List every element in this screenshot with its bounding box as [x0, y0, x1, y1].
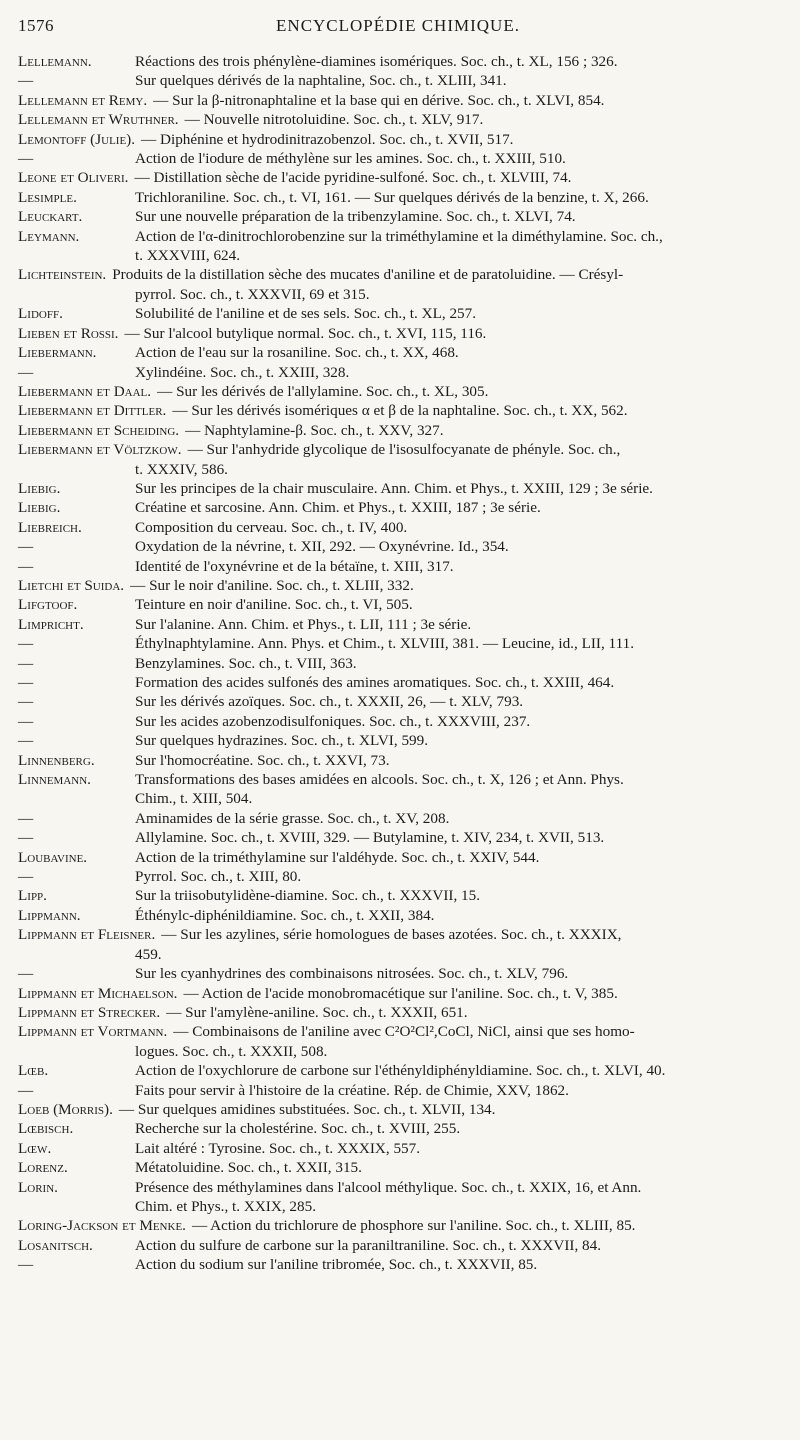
entry-line: Sur quelques hydrazines. Soc. ch., t. XLVI, 599.	[135, 732, 429, 750]
bibliography-entry	[18, 168, 778, 187]
entry-text	[135, 848, 778, 867]
bibliography-entry	[18, 1061, 778, 1080]
page-title: ENCYCLOPÉDIE CHIMIQUE.	[276, 16, 520, 35]
entry-line: — Diphénine et hydrodinitrazobenzol. Soc. ch., t. XVII, 517.	[141, 130, 514, 148]
entry-line: — Sur l'amylène-aniline. Soc. ch., t. XXXII, 651.	[166, 1003, 468, 1021]
entry-text	[135, 343, 778, 362]
bibliography-entry	[18, 673, 778, 692]
entry-author: Limpricht.	[18, 615, 84, 633]
entry-line: logues. Soc. ch., t. XXXII, 508.	[135, 1042, 328, 1060]
bibliography-entry	[18, 595, 778, 614]
entry-line: Sur les principes de la chair musculaire. Ann. Chim. et Phys., t. XXIII, 129 ; 3e série.	[135, 479, 653, 497]
entry-text	[135, 751, 778, 770]
entry-text	[135, 440, 778, 479]
bibliography-entry	[18, 343, 778, 362]
bibliography-entry	[18, 498, 778, 517]
bibliography-entry	[18, 770, 778, 809]
entry-text	[185, 421, 778, 440]
entry-author: —	[18, 363, 34, 381]
page-number: 1576	[18, 16, 54, 35]
entry-text	[183, 984, 778, 1003]
entry-author: Leymann.	[18, 227, 80, 245]
entry-line: Éthylnaphtylamine. Ann. Phys. et Chim., t. XLVIII, 381. — Leucine, id., LII, 111.	[135, 635, 635, 653]
entry-text	[135, 692, 778, 711]
entry-author: Loeb (Morris).	[18, 1100, 113, 1118]
entry-author: Linnemann.	[18, 771, 91, 789]
entry-text	[135, 1178, 778, 1217]
entry-author: Liebig.	[18, 499, 61, 517]
entry-text	[135, 1139, 778, 1158]
entry-line: — Sur l'alcool butylique normal. Soc. ch., t. XVI, 115, 116.	[124, 324, 487, 342]
entry-author: Lichteinstein.	[18, 266, 107, 284]
entry-line: Benzylamines. Soc. ch., t. VIII, 363.	[135, 654, 357, 672]
bibliography-entry	[18, 576, 778, 595]
entry-text	[135, 906, 778, 925]
entry-author: —	[18, 712, 34, 730]
entry-text	[112, 265, 778, 304]
entry-author: Liebermann.	[18, 344, 97, 362]
entry-text	[135, 1081, 778, 1100]
bibliography-entry	[18, 751, 778, 770]
entry-author: —	[18, 1081, 34, 1099]
entry-text	[135, 1022, 778, 1061]
entry-author: Lietchi et Suida.	[18, 576, 125, 594]
entry-text	[134, 168, 778, 187]
entry-line: t. XXXIV, 586.	[135, 460, 228, 478]
entry-line: Chim. et Phys., t. XXIX, 285.	[135, 1197, 316, 1215]
entry-text	[135, 595, 778, 614]
bibliography-entry	[18, 149, 778, 168]
bibliography-entry	[18, 1081, 778, 1100]
entry-author: —	[18, 674, 34, 691]
entry-line: — Sur quelques amidines substituées. Soc. ch., t. XLVII, 134.	[118, 1100, 496, 1118]
entry-line: Sur les acides azobenzodisulfoniques. Soc. ch., t. XXXVIII, 237.	[135, 712, 531, 730]
entry-text	[185, 110, 778, 129]
entry-text	[153, 91, 778, 110]
entry-text	[135, 770, 778, 809]
bibliography-entry	[18, 1003, 778, 1022]
entry-author: Lifgtoof.	[18, 596, 78, 614]
entry-text	[135, 654, 778, 673]
entry-text	[135, 1255, 778, 1274]
entry-line: Sur une nouvelle préparation de la tribenzylamine. Soc. ch., t. XLVI, 74.	[135, 208, 576, 226]
entry-text	[135, 304, 778, 323]
entry-text	[135, 1061, 778, 1080]
bibliography-entry	[18, 537, 778, 556]
entry-author: Lœw.	[18, 1139, 52, 1157]
entry-text	[135, 615, 778, 634]
bibliography-entry	[18, 401, 778, 420]
bibliography-entry	[18, 1100, 778, 1119]
entry-text	[135, 673, 778, 692]
entry-text	[135, 886, 778, 905]
page-header	[18, 16, 778, 42]
entry-line: Créatine et sarcosine. Ann. Chim. et Phys., t. XXIII, 187 ; 3e série.	[135, 499, 541, 517]
entry-author: Losanitsch.	[18, 1236, 93, 1254]
entry-line: Faits pour servir à l'histoire de la créatine. Rép. de Chimie, XXV, 1862.	[135, 1081, 569, 1099]
bibliography-entry	[18, 71, 778, 90]
entry-line: Recherche sur la cholestérine. Soc. ch., t. XVIII, 255.	[135, 1120, 461, 1138]
bibliography-entry	[18, 479, 778, 498]
entry-line: Action de l'α-dinitrochlorobenzine sur la triméthylamine et la diméthylamine. Soc. ch.,	[135, 227, 663, 245]
bibliography-entry	[18, 654, 778, 673]
bibliography-entry	[18, 925, 778, 964]
entry-text	[135, 227, 778, 266]
entry-line: Sur la triisobutylidène-diamine. Soc. ch., t. XXXVII, 15.	[135, 887, 481, 905]
entry-line: — Sur les azylines, série homologues de bases azotées. Soc. ch., t. XXXIX,	[161, 926, 622, 944]
entry-text	[135, 188, 778, 207]
entry-author: Liebermann et Völtzkow.	[18, 441, 182, 459]
entry-line: — Nouvelle nitrotoluidine. Soc. ch., t. XLV, 917.	[184, 111, 484, 129]
bibliography-entry	[18, 1158, 778, 1177]
entry-line: — Action du trichlorure de phosphore sur l'aniline. Soc. ch., t. XLIII, 85.	[191, 1217, 636, 1235]
bibliography-entry	[18, 848, 778, 867]
entry-line: — Naphtylamine-β. Soc. ch., t. XXV, 327.	[185, 421, 444, 439]
entry-text	[135, 809, 778, 828]
entry-text	[135, 518, 778, 537]
bibliography-entry	[18, 1022, 778, 1061]
entry-author: Leuckart.	[18, 208, 83, 226]
bibliography-entry	[18, 363, 778, 382]
entry-line: Sur quelques dérivés de la naphtaline, Soc. ch., t. XLIII, 341.	[135, 72, 507, 90]
entry-line: t. XXXVIII, 624.	[135, 247, 241, 265]
entry-text	[135, 498, 778, 517]
entry-line: — Sur les dérivés isomériques α et β de la naphtaline. Soc. ch., t. XX, 562.	[172, 402, 628, 420]
entry-author: —	[18, 693, 34, 711]
bibliography-entry	[18, 1216, 778, 1235]
bibliography-entry	[18, 557, 778, 576]
entry-author: —	[18, 654, 34, 672]
entry-text	[135, 712, 778, 731]
entry-line: Présence des méthylamines dans l'alcool méthylique. Soc. ch., t. XXIX, 16, et Ann.	[135, 1178, 642, 1196]
entry-line: Xylindéine. Soc. ch., t. XXIII, 328.	[135, 363, 350, 381]
entry-line: Aminamides de la série grasse. Soc. ch., t. XV, 208.	[135, 809, 450, 827]
entry-line: Chim., t. XIII, 504.	[135, 790, 253, 808]
entry-line: Sur les cyanhydrines des combinaisons nitrosées. Soc. ch., t. XLV, 796.	[135, 965, 569, 983]
entry-author: Lorin.	[18, 1178, 58, 1196]
entry-author: Lellemann et Wruthner.	[18, 111, 179, 129]
entry-line: Produits de la distillation sèche des mucates d'aniline et de paratoluidine. — Crésyl-	[112, 266, 624, 284]
entry-line: — Combinaisons de l'aniline avec C²O²Cl²,CoCl, NiCl, ainsi que ses homo-	[173, 1023, 635, 1041]
bibliography-entry	[18, 692, 778, 711]
entry-text	[119, 1100, 778, 1119]
bibliography-entry	[18, 207, 778, 226]
bibliography-entry	[18, 634, 778, 653]
bibliography-list	[18, 52, 778, 1275]
entry-author: Lippmann et Fleisner.	[18, 926, 156, 944]
entry-author: Lesimple.	[18, 188, 77, 206]
entry-line: — Action de l'acide monobromacétique sur l'aniline. Soc. ch., t. V, 385.	[183, 984, 618, 1002]
bibliography-entry	[18, 110, 778, 129]
entry-line: Action de l'eau sur la rosaniline. Soc. ch., t. XX, 468.	[135, 344, 459, 362]
entry-text	[172, 401, 778, 420]
entry-author: Loring-Jackson et Menke.	[18, 1217, 186, 1235]
entry-text	[124, 324, 778, 343]
bibliography-entry	[18, 382, 778, 401]
entry-author: Lippmann et Vortmann.	[18, 1023, 168, 1041]
entry-line: Formation des acides sulfonés des amines aromatiques. Soc. ch., t. XXIII, 464.	[135, 674, 615, 691]
bibliography-entry	[18, 130, 778, 149]
entry-text	[135, 1119, 778, 1138]
entry-line: Action de l'oxychlorure de carbone sur l'éthényldiphényldiamine. Soc. ch., t. XLVI, 40.	[135, 1062, 666, 1080]
bibliography-entry	[18, 304, 778, 323]
entry-author: Lœbisch.	[18, 1120, 74, 1138]
bibliography-entry	[18, 886, 778, 905]
entry-line: Métatoluidine. Soc. ch., t. XXII, 315.	[135, 1159, 362, 1177]
entry-text	[135, 207, 778, 226]
entry-author: —	[18, 965, 34, 983]
bibliography-entry	[18, 964, 778, 983]
bibliography-entry	[18, 440, 778, 479]
entry-line: — Sur les dérivés de l'allylamine. Soc. ch., t. XL, 305.	[157, 382, 489, 400]
entry-text	[135, 537, 778, 556]
entry-text	[135, 867, 778, 886]
entry-line: Action du sulfure de carbone sur la paraniltraniline. Soc. ch., t. XXXVII, 84.	[135, 1236, 602, 1254]
entry-line: Action de la triméthylamine sur l'aldéhyde. Soc. ch., t. XXIV, 544.	[135, 848, 540, 866]
entry-text	[157, 382, 778, 401]
entry-author: Leone et Oliveri.	[18, 169, 129, 187]
entry-author: Lipp.	[18, 887, 47, 905]
entry-author: —	[18, 1256, 34, 1274]
bibliography-entry	[18, 1236, 778, 1255]
bibliography-entry	[18, 984, 778, 1003]
bibliography-entry	[18, 188, 778, 207]
entry-line: Sur les dérivés azoïques. Soc. ch., t. XXXII, 26, — t. XLV, 793.	[135, 693, 524, 711]
entry-author: Lorenz.	[18, 1159, 68, 1177]
entry-author: Liebreich.	[18, 518, 82, 536]
entry-line: Solubilité de l'aniline et de ses sels. Soc. ch., t. XL, 257.	[135, 305, 477, 323]
entry-line: Action de l'iodure de méthylène sur les amines. Soc. ch., t. XXIII, 510.	[135, 150, 566, 168]
entry-text	[135, 149, 778, 168]
entry-author: —	[18, 72, 34, 90]
entry-author: Lellemann et Remy.	[18, 91, 148, 109]
entry-line: Transformations des bases amidées en alcools. Soc. ch., t. X, 126 ; et Ann. Phys.	[135, 771, 624, 789]
bibliography-entry	[18, 615, 778, 634]
entry-author: —	[18, 150, 34, 168]
entry-line: pyrrol. Soc. ch., t. XXXVII, 69 et 315.	[135, 285, 370, 303]
entry-text	[135, 964, 778, 983]
entry-author: Lemontoff (Julie).	[18, 130, 136, 148]
entry-line: Sur l'homocréatine. Soc. ch., t. XXVI, 73.	[135, 751, 390, 769]
entry-text	[135, 731, 778, 750]
bibliography-entry	[18, 91, 778, 110]
entry-line: Action du sodium sur l'aniline tribromée, Soc. ch., t. XXXVII, 85.	[135, 1256, 538, 1274]
entry-text	[135, 828, 778, 847]
bibliography-entry	[18, 731, 778, 750]
entry-text	[135, 634, 778, 653]
entry-author: —	[18, 868, 34, 886]
entry-line: Pyrrol. Soc. ch., t. XIII, 80.	[135, 868, 302, 886]
bibliography-entry	[18, 906, 778, 925]
entry-line: Allylamine. Soc. ch., t. XVIII, 329. — Butylamine, t. XIV, 234, t. XVII, 513.	[135, 829, 605, 847]
entry-line: 459.	[135, 945, 162, 963]
entry-author: —	[18, 732, 34, 750]
bibliography-entry	[18, 518, 778, 537]
entry-line: Réactions des trois phénylène-diamines isomériques. Soc. ch., t. XL, 156 ; 326.	[135, 53, 618, 70]
entry-line: — Sur l'anhydride glycolique de l'isosulfocyanate de phényle. Soc. ch.,	[187, 441, 621, 459]
entry-author: Lieben et Rossi.	[18, 324, 119, 342]
bibliography-entry	[18, 1178, 778, 1217]
entry-line: — Sur le noir d'aniline. Soc. ch., t. XLIII, 332.	[130, 576, 414, 594]
entry-author: Lippmann.	[18, 906, 81, 924]
entry-line: — Sur la β-nitronaphtaline et la base qui en dérive. Soc. ch., t. XLVI, 854.	[153, 91, 605, 109]
entry-author: Lidoff.	[18, 305, 63, 323]
entry-author: —	[18, 538, 34, 556]
entry-text	[135, 363, 778, 382]
entry-author: Lellemann.	[18, 53, 92, 70]
entry-author: Lippmann et Michaelson.	[18, 984, 178, 1002]
bibliography-entry	[18, 1139, 778, 1158]
entry-text	[135, 925, 778, 964]
entry-line: Éthénylc-diphénildiamine. Soc. ch., t. XXII, 384.	[135, 906, 435, 924]
entry-text	[135, 479, 778, 498]
entry-author: Lœb.	[18, 1062, 49, 1080]
entry-author: Liebermann et Scheiding.	[18, 421, 180, 439]
entry-line: Identité de l'oxynévrine et de la bétaïne, t. XIII, 317.	[135, 557, 454, 575]
entry-text	[135, 52, 778, 71]
bibliography-entry	[18, 867, 778, 886]
entry-author: —	[18, 557, 34, 575]
entry-author: Liebermann et Dittler.	[18, 402, 167, 420]
entry-author: Liebermann et Daal.	[18, 382, 152, 400]
entry-text	[130, 576, 778, 595]
bibliography-entry	[18, 809, 778, 828]
entry-line: Composition du cerveau. Soc. ch., t. IV, 400.	[135, 518, 408, 536]
entry-line: Teinture en noir d'aniline. Soc. ch., t. VI, 505.	[135, 596, 413, 614]
bibliography-entry	[18, 1255, 778, 1274]
bibliography-entry	[18, 828, 778, 847]
bibliography-entry	[18, 324, 778, 343]
entry-author: Loubavine.	[18, 848, 88, 866]
entry-text	[166, 1003, 778, 1022]
bibliography-entry	[18, 1119, 778, 1138]
entry-author: —	[18, 829, 34, 847]
bibliography-entry	[18, 52, 778, 71]
bibliography-entry	[18, 227, 778, 266]
entry-author: Liebig.	[18, 479, 61, 497]
entry-text	[141, 130, 778, 149]
bibliography-entry	[18, 421, 778, 440]
entry-author: Lippmann et Strecker.	[18, 1003, 161, 1021]
entry-line: Sur l'alanine. Ann. Chim. et Phys., t. LII, 111 ; 3e série.	[135, 615, 472, 633]
bibliography-entry	[18, 265, 778, 304]
bibliography-entry	[18, 712, 778, 731]
entry-line: Oxydation de la névrine, t. XII, 292. — Oxynévrine. Id., 354.	[135, 538, 509, 556]
entry-text	[192, 1216, 778, 1235]
entry-text	[135, 557, 778, 576]
entry-text	[135, 1236, 778, 1255]
entry-author: —	[18, 809, 34, 827]
entry-author: Linnenberg.	[18, 751, 95, 769]
entry-line: Trichloraniline. Soc. ch., t. VI, 161. — Sur quelques dérivés de la benzine, t. X, 266.	[135, 188, 649, 206]
entry-text	[135, 1158, 778, 1177]
entry-line: — Distillation sèche de l'acide pyridine-sulfoné. Soc. ch., t. XLVIII, 74.	[134, 169, 572, 187]
entry-author: —	[18, 635, 34, 653]
entry-text	[135, 71, 778, 90]
entry-line: Lait altéré : Tyrosine. Soc. ch., t. XXXIX, 557.	[135, 1139, 421, 1157]
